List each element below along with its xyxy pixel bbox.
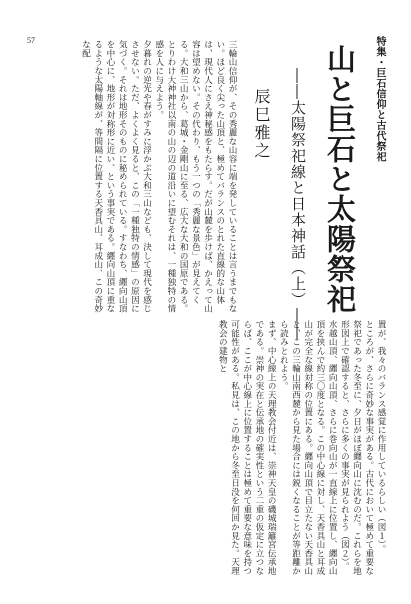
- page-number: 57: [27, 36, 35, 45]
- body-paragraph: 夕暮れの逆光や春がすみに浮かぶ大和三山なども、決して現代を感じさせない。ただ、よくよく見ると、この「一種独特の情感」の原因に気づく。それは地形そのものに秘められている。すなわち、纒向山頂を中心に、地形が対称形に近い、という事実である。纒向山頂に重なるような太陽軸線が、等間隔に位置する天香具山、耳成山、この奇妙な配: [80, 40, 152, 313]
- body-paragraph: 三輪山信仰が、その秀麗な山容に端を発していることは言うまでもない。ほど良く尖った山頂と、極めてバランスのとれた直線的な山体は、現代人にさえ神秘感をもたらす。だが山麓を歩けば、かえって山容は望めない。その代わり、もう一つの「秀麗な景色」が見えてくる。大和三山から、葛城・金剛山に至る、広大な大和の国原である。とりわけ大神神社以南の山の辺の道沿いに望むそれは、一種独特の情感を人に与えよう。: [153, 40, 237, 313]
- article-subtitle: ――太陽祭祀線と日本神話（上）――: [289, 68, 307, 340]
- body-text-lower: [51, 320, 387, 576]
- body-text-upper: [54, 40, 238, 320]
- body-paragraph: まず、中心線上の天理教会付近は、崇神天皇の磯城瑞籬宮伝承地である。崇神の実在と伝承地の確実性という二重の仮定に立つならば、ここが中心線上に位置することは極めて重要な意味を持つ可能性がある。私見は、この地から冬至日没を何回か見た。天理教会の建物と: [217, 320, 277, 576]
- body-paragraph: 置が、我々のバランス感覚に作用しているらしい（図１）。: [376, 320, 386, 554]
- article-title: 山と巨石と太陽祭祀: [323, 44, 357, 314]
- body-paragraph: ところが、さらに奇妙な事実がある。古代において極めて重要な祭祀であった冬至に、夕日がほぼ纒向山に沈むのだ。これらを地形図上で確認すると、さらに多くの事実が見られよう（図２）。水越山頂、纒向山頂、さらに巻向山が一直線上に位置し、纒向山頂を挟んで約三〇度となる。この中心線に対し、天香具山と耳成山が完全な線対称の位置にある。纒向山頂で目立たない天香具山と、この三輪山南西麓から見た場合には鋭くなることが等距離から読みとれよう。: [278, 320, 374, 576]
- author-name: 辰巳雅之: [252, 88, 271, 160]
- feature-label: 特集・巨石信仰と古代祭祀: [374, 36, 385, 162]
